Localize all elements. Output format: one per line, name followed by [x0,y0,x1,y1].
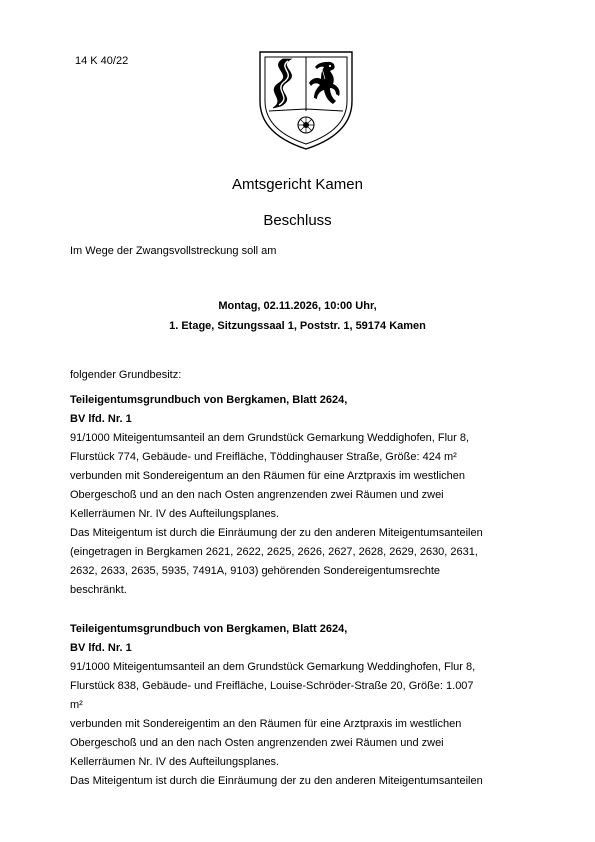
file-number: 14 K 40/22 [75,55,129,67]
document-title: Beschluss [263,212,332,229]
lead-text: folgender Grundbesitz: [70,369,182,381]
property-heading: Teileigentumsgrundbuch von Bergkamen, Blatt 2624, [70,623,348,635]
intro-text: Im Wege der Zwangsvollstreckung soll am [70,245,277,257]
property-subheading: BV lfd. Nr. 1 [70,413,132,425]
appointment [0,296,595,336]
appointment-date: Montag, 02.11.2026, 10:00 Uhr, [218,300,377,312]
property-subheading: BV lfd. Nr. 1 [70,642,132,654]
property-heading: Teileigentumsgrundbuch von Bergkamen, Blatt 2624, [70,394,348,406]
property-block [70,391,530,600]
nrw-coat-of-arms-icon [257,49,355,152]
property-description: 91/1000 Miteigentumsanteil an dem Grundstück Gemarkung Weddinghofen, Flur 8, Flurstück 838, Gebäude- und Freifläche, Louise-Schröder-Straße 20, Größe: 1.007 m² verbunden mit Sondereigentim an den Räumen für eine Arztpraxis im westlichen Obergeschoß und an den nach Osten angrenzenden zwei Räumen und zwei Kellerräumen Nr. IV des Aufteilungsplanes. Das Miteigentum ist durch die Einräumung der zu den anderen Miteigentumsanteilen [70,661,483,787]
appointment-location: 1. Etage, Sitzungssaal 1, Poststr. 1, 59174 Kamen [169,320,426,332]
property-description: 91/1000 Miteigentumsanteil an dem Grundstück Gemarkung Weddighofen, Flur 8, Flurstück 774, Gebäude- und Freifläche, Töddinghauser Straße, Größe: 424 m² verbunden mit Sondereigentum an den Räumen für eine Arztpraxis im westlichen Obergeschoß und an den nach Osten angrenzenden zwei Räumen und zwei Kellerräumen Nr. IV des Aufteilungsplanes. Das Miteigentum ist durch die Einräumung der zu den anderen Miteigentumsanteilen (eingetragen in Bergkamen 2621, 2622, 2625, 2626, 2627, 2628, 2629, 2630, 2631, 2632, 2633, 2635, 5935, 7491A, 9103) gehörenden Sondereigentumsrechte beschränkt. [70,432,483,596]
court-name: Amtsgericht Kamen [232,176,363,193]
property-block [70,620,530,791]
